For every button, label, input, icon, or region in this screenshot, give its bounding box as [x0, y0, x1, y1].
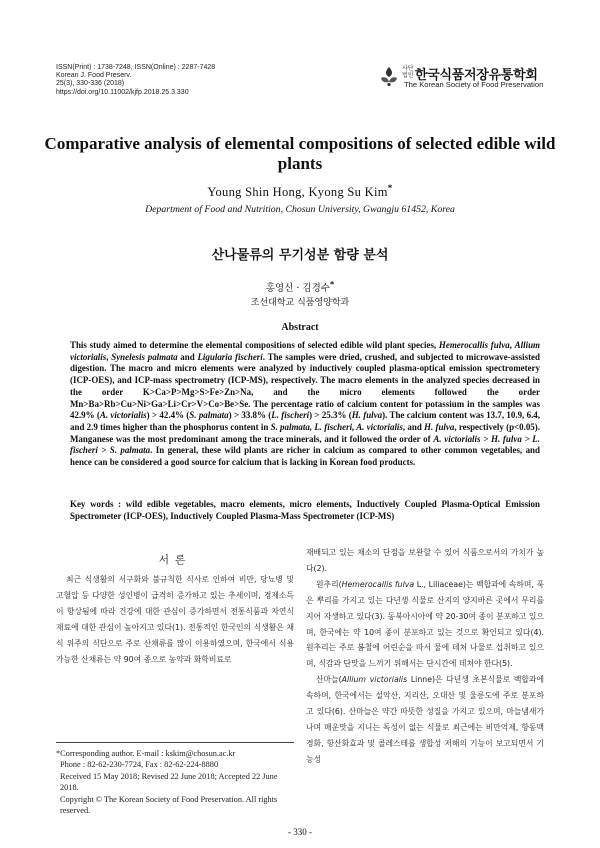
species-name: Hemerocallis fulva — [438, 340, 510, 350]
received-dates: Received 15 May 2018; Revised 22 June 2018; Accepted 22 June 2018. — [60, 771, 278, 793]
species-name: S. palmata, L. fischeri, A. victorialis — [270, 421, 403, 432]
korean-authors — [40, 280, 560, 294]
korean-corresponding-mark: * — [329, 280, 335, 289]
society-block — [378, 62, 568, 90]
page-number: - 330 - — [288, 827, 312, 837]
abstract-body: This study aimed to determine the elemental compositions of selected edible wild plant species, Hemerocallis fulva, Allium victorialis, Synelesis palmata and Ligularia fischeri. The samples were dried, crushed, and subjected to microwave-assisted digestion. The macro and micro elements were analyzed by inductively coupled plasma-optical emission spectrometery (ICP-OES), and ICP-mass spectrometry (ICP-MS), respectively. The macro elements in the analyzed species decreased in the order K>Ca>P>Mg>S>Fe>Zn>Na, and the micro elements followed the order Mn>Ba>Rb>Cu>Ni>Ga>Li>Cr>V>Co>Be>Se. The percentage ratio of calcium content for potassium in the samples was 42.9% (A. victorialis) > 42.4% (S. palmata) > 33.8% (L. fischeri) > 25.3% (H. fulva). The calcium content was 13.7, 10.9, 6.4, and 2.9 times higher than the phosphorus content in S. palmata, L. fischeri, A. victorialis, and H. fulva, respectively (p<0.05). Manganese was the most predominant among the trace minerals, and it followed the order of A. victorialis > H. fulva > L. fischeri > S. palmata. In general, these wild plants are richer in calcium as compared to other common vegetables, and hence can be considered a good source for calcium that is lacking in Korean food products. — [70, 340, 541, 468]
keywords-label: Key words : — [70, 499, 122, 509]
society-logo-icon — [378, 65, 400, 87]
section-heading-intro: 서론 — [158, 554, 192, 566]
corresponding-mark: * — [387, 183, 393, 193]
species-name: Allium victorialis — [70, 340, 540, 362]
species-name: H. fulva — [351, 410, 383, 421]
species-name: Synelesis palmata — [111, 351, 178, 362]
species-name: A. victorialis > H. fulva > L. fischeri > S. palmata — [70, 433, 540, 456]
volume-line: 25(3), 330-336 (2018) — [56, 80, 125, 88]
intro-paragraph: 산마늘(Allium victorialis Linne)은 다년생 초본식물로 백합과에 속하며, 한국에서는 설악산, 지리산, 오대산 및 울릉도에 주로 분포하고 있다(6). 산마늘은 약간 따뜻한 성질을 가지고 있으며, 마늘냄새가 나며 매운맛을 지니는 독성이 없는 식물로 최근에는 비만억제, 항동맥경화, 항산화효과 및 콜레스테롤 생합성 저해의 기능이 보고되면서 기능성 — [306, 675, 544, 764]
journal-name: Korean J. Food Preserv. — [56, 72, 132, 80]
abstract-heading: Abstract — [281, 322, 319, 333]
keywords — [70, 499, 540, 522]
contact-phone: Phone : 82-62-230-7724, Fax : 82-62-224-8880 — [60, 760, 219, 770]
species-name: H. fulva — [424, 421, 455, 432]
species-name: Ligularia fischeri — [197, 351, 263, 362]
intro-right-column — [306, 545, 544, 768]
corresponding-author: *Corresponding author. E-mail : kskim@chosun.ac.kr — [56, 749, 236, 758]
copyright: Copyright © The Korean Society of Food Preservation. All rights reserved. — [60, 794, 278, 816]
intro-paragraph: 재배되고 있는 채소의 단점을 보완할 수 있어 식품으로서의 가치가 높다(2). — [306, 548, 544, 573]
society-corp-label: 사단 법인 — [402, 65, 414, 79]
intro-paragraph: 원추리(Hemerocallis fulva L., Liliaceae)는 백합과에 속하며, 푹은 뿌리를 가지고 있는 다년생 식물로 산지의 양지바른 곳에서 무리를 지어 자생하고 있다(3). 동북아시아에 약 20-30여 종이 분포하고 있으며, 한국에는 약 10여 종이 분포하고 있는 것으로 확인되고 있다(4). 원추리는 주로 봄철에 어린순을 따서 물에 데쳐 나물로 섭취하고 있으며, 식감과 단맛을 느끼기 위해서는 단시간에 데쳐야 한다(5). — [306, 579, 544, 669]
doi-link[interactable]: https://doi.org/10.11002/kjfp.2018.25.3.330 — [56, 88, 189, 96]
society-name-en: The Korean Society of Food Preservation — [404, 80, 544, 89]
paper-authors — [40, 183, 560, 200]
intro-paragraph: 최근 식생활의 서구화와 불규칙한 식사로 인하여 비만, 당뇨병 및 고혈압 등 다양한 성인병이 급격히 증가하고 있는 추세이며, 경제소득이 향상됨에 따라 건강에 대한 관심이 증가하면서 전통식품과 자연식재료에 대한 관심이 높아지고 있다(1). 전통적인 한국인의 식생활은 채식 위주의 식단으로 주로 산채류를 많이 이용하였으며, 한국에서 식용가능한 산채류는 약 90여 종으로 농약과 화학비료로 — [56, 575, 294, 664]
keywords-list: wild edible vegetables, macro elements, micro elements, Inductively Coupled Plasma-Optical Emission Spectrometer (ICP-OES), Inductively Coupled Plasma-Mass Spectrometer (ICP-MS) — [70, 499, 541, 521]
species-name: A. victorialis — [99, 410, 147, 421]
society-name-ko: 한국식품저장유통학회 — [415, 68, 538, 83]
journal-meta — [56, 64, 215, 97]
intro-left-column — [56, 572, 294, 667]
species-name: S. palmata — [189, 410, 229, 421]
korean-affiliation: 조선대학교 식품영양학과 — [250, 298, 350, 308]
species-name: L. fischeri — [271, 410, 310, 421]
korean-title: 산나물류의 무기성분 함량 분석 — [211, 248, 389, 263]
korean-author-names: 홍영신 · 김경수 — [265, 283, 330, 295]
footnote — [56, 748, 294, 816]
footnote-divider — [56, 742, 294, 743]
issn-line: ISSN(Print) : 1738-7248, ISSN(Online) : 2287-7428 — [56, 64, 216, 71]
paper-title: Comparative analysis of elemental compositions of selected edible wild plants — [44, 134, 556, 173]
paper-affiliation: Department of Food and Nutrition, Chosun University, Gwangju 61452, Korea — [145, 204, 455, 215]
author-names: Young Shin Hong, Kyong Su Kim — [207, 185, 388, 200]
